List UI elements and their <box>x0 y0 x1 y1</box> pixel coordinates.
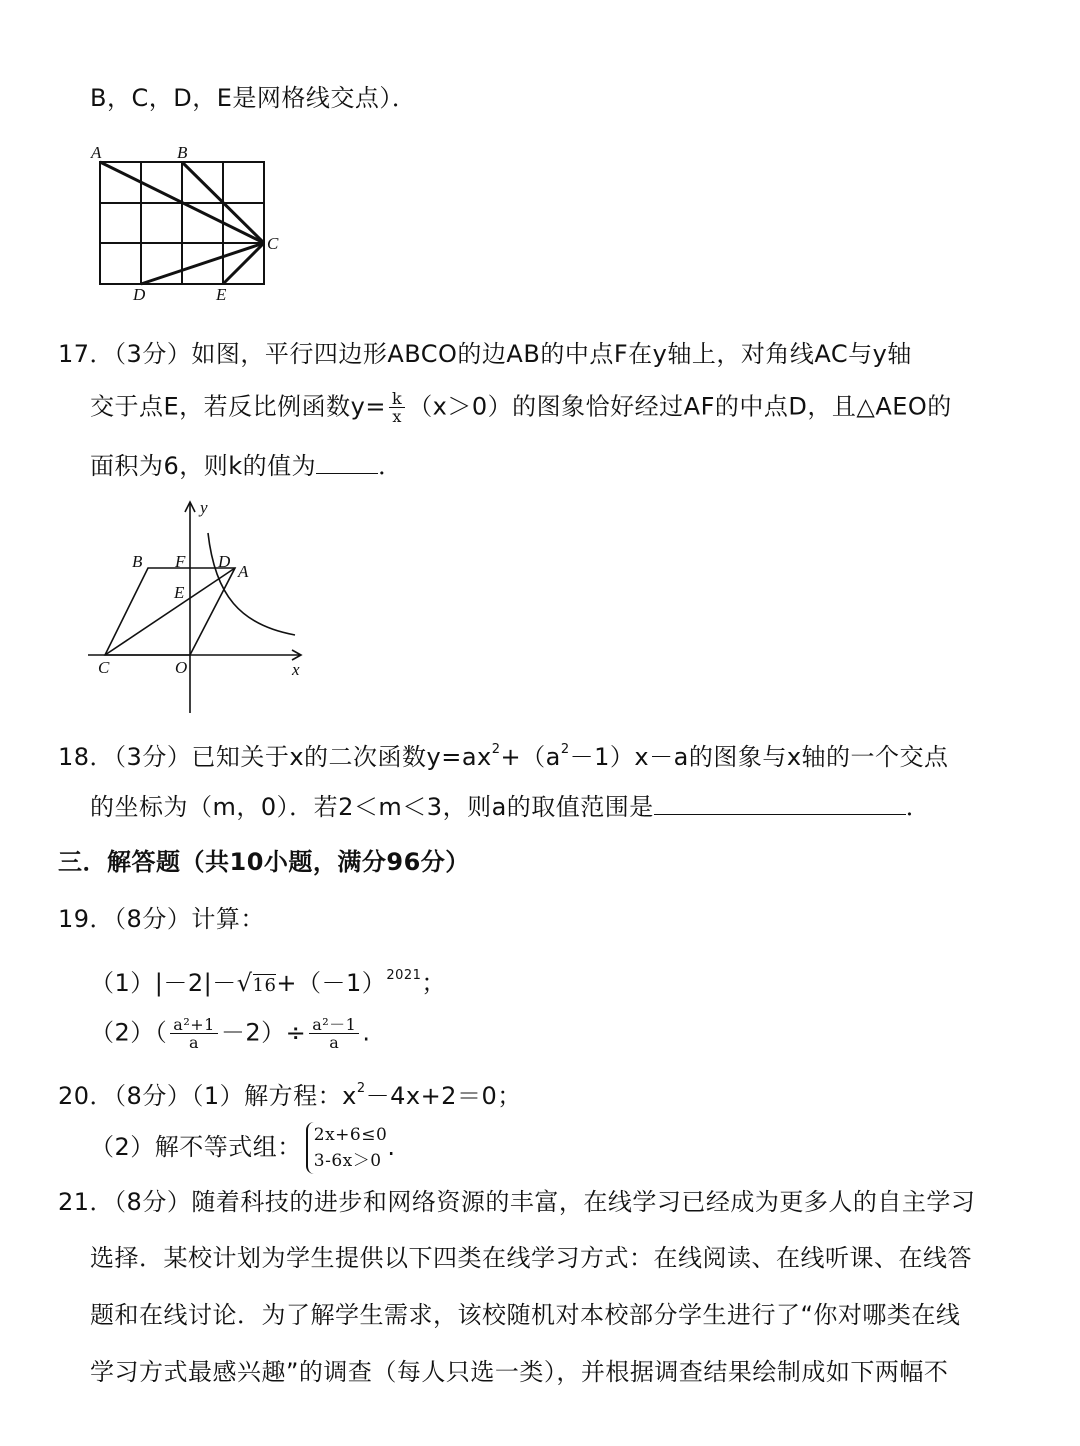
period: ． <box>378 452 403 480</box>
question-text: （x＞0）的图象恰好经过AF的中点D，且△AEO的 <box>408 392 952 421</box>
superscript: 2 <box>491 742 501 757</box>
inequality-1: 2x+6≤0 <box>313 1125 388 1145</box>
fraction-denominator: x <box>392 407 402 426</box>
question-text: 交于点E，若反比例函数y= <box>90 392 386 421</box>
period: . <box>387 1133 396 1161</box>
question-19-part-2 <box>90 1016 371 1051</box>
question-text: 选择．某校计划为学生提供以下四类在线学习方式：在线阅读、在线听课、在线答 <box>90 1244 972 1272</box>
question-text: 如图，平行四边形ABCO的边AB的中点F在y轴上，对角线AC与y轴 <box>191 340 912 368</box>
superscript: 2 <box>356 1081 366 1096</box>
fraction-numerator: a²－1 <box>309 1016 359 1034</box>
question-21-line-2 <box>90 1242 972 1274</box>
question-text: （2）（ <box>90 1018 168 1047</box>
inequality-system <box>306 1122 388 1174</box>
answer-blank[interactable] <box>654 792 906 815</box>
fraction-1 <box>170 1016 218 1051</box>
question-16-tail-text: B，C，D，E是网格线交点）． <box>90 84 417 112</box>
inequality-2: 3-6x＞0 <box>313 1151 382 1171</box>
question-21-line-1 <box>58 1186 975 1218</box>
question-text: －4x+2＝0； <box>365 1082 522 1110</box>
label-c: C <box>267 234 279 253</box>
diagonal-ac <box>105 568 235 655</box>
semicolon: ； <box>421 969 446 997</box>
question-17-line-3 <box>90 450 403 482</box>
question-score: （8分） <box>114 905 192 933</box>
question-text: －2）÷ <box>220 1018 307 1047</box>
fraction-numerator: k <box>389 390 405 408</box>
fraction-2 <box>309 1016 359 1051</box>
label-b: B <box>132 552 143 571</box>
question-number: 17． <box>58 340 115 368</box>
fraction-denominator: a <box>329 1033 340 1052</box>
label-a: A <box>91 143 102 162</box>
question-text: （1）解方程：x <box>191 1082 357 1110</box>
question-text: 面积为6，则k的值为 <box>90 452 317 480</box>
question-number: 19． <box>58 905 115 933</box>
question-number: 20． <box>58 1082 115 1110</box>
question-16-tail <box>90 82 416 114</box>
sqrt-radicand: 16 <box>252 975 277 996</box>
label-d: D <box>133 285 146 304</box>
question-text: 随着科技的进步和网络资源的丰富，在线学习已经成为更多人的自主学习 <box>191 1188 976 1216</box>
question-21-line-4 <box>90 1356 948 1388</box>
period: ． <box>905 793 931 821</box>
question-number: 18． <box>58 743 115 771</box>
question-score: （8分） <box>114 1082 192 1110</box>
question-19-title <box>58 903 265 935</box>
question-17-line-2 <box>90 390 952 425</box>
superscript: 2021 <box>386 968 422 983</box>
question-20-part-1 <box>58 1073 522 1112</box>
label-a: A <box>238 562 249 581</box>
hyperbola-curve <box>208 533 295 635</box>
question-19-part-1 <box>90 960 446 1002</box>
question-17-line-1 <box>58 338 912 370</box>
question-text: 已知关于x的二次函数y=ax <box>191 743 492 771</box>
fraction-numerator: a²+1 <box>170 1016 218 1034</box>
label-x: x <box>292 660 300 679</box>
question-text: （1）|－2|－ <box>90 969 237 997</box>
label-d: D <box>218 552 231 571</box>
section-3-header <box>58 846 470 878</box>
question-text: +（－1） <box>276 969 387 997</box>
fraction-k-over-x <box>389 390 405 425</box>
period: . <box>362 1018 371 1047</box>
label-f: F <box>175 552 186 571</box>
question-18-line-2 <box>90 791 930 823</box>
label-e: E <box>216 285 227 304</box>
question-score: （3分） <box>114 743 192 771</box>
label-e: E <box>174 583 185 602</box>
question-text: 的坐标为（m，0）．若2＜m＜3，则a的取值范围是 <box>90 793 654 821</box>
label-c: C <box>98 658 110 677</box>
label-b: B <box>177 143 188 162</box>
fraction-denominator: a <box>189 1033 200 1052</box>
question-18-line-1 <box>58 734 949 773</box>
sqrt-icon: √ <box>236 969 253 997</box>
label-o: O <box>175 658 188 677</box>
question-score: （8分） <box>114 1188 192 1216</box>
question-text: （2）解不等式组： <box>90 1133 302 1161</box>
question-text: 学习方式最感兴趣”的调查（每人只选一类），并根据调查结果绘制成如下两幅不 <box>90 1358 949 1386</box>
axes-figure <box>80 495 320 715</box>
question-21-line-3 <box>90 1299 960 1331</box>
grid-figure <box>85 140 295 305</box>
question-text: 计算： <box>191 905 265 933</box>
answer-blank[interactable] <box>316 451 378 474</box>
label-y: y <box>200 498 208 517</box>
question-20-part-2 <box>90 1122 395 1174</box>
question-text: +（a <box>500 743 561 771</box>
question-text: 题和在线讨论．为了解学生需求，该校随机对本校部分学生进行了“你对哪类在线 <box>90 1301 961 1329</box>
superscript: 2 <box>560 742 570 757</box>
question-score: （3分） <box>114 340 192 368</box>
section-title: 三．解答题（共10小题，满分96分） <box>58 848 470 876</box>
question-text: －1）x－a的图象与x轴的一个交点 <box>569 743 949 771</box>
question-number: 21． <box>58 1188 115 1216</box>
